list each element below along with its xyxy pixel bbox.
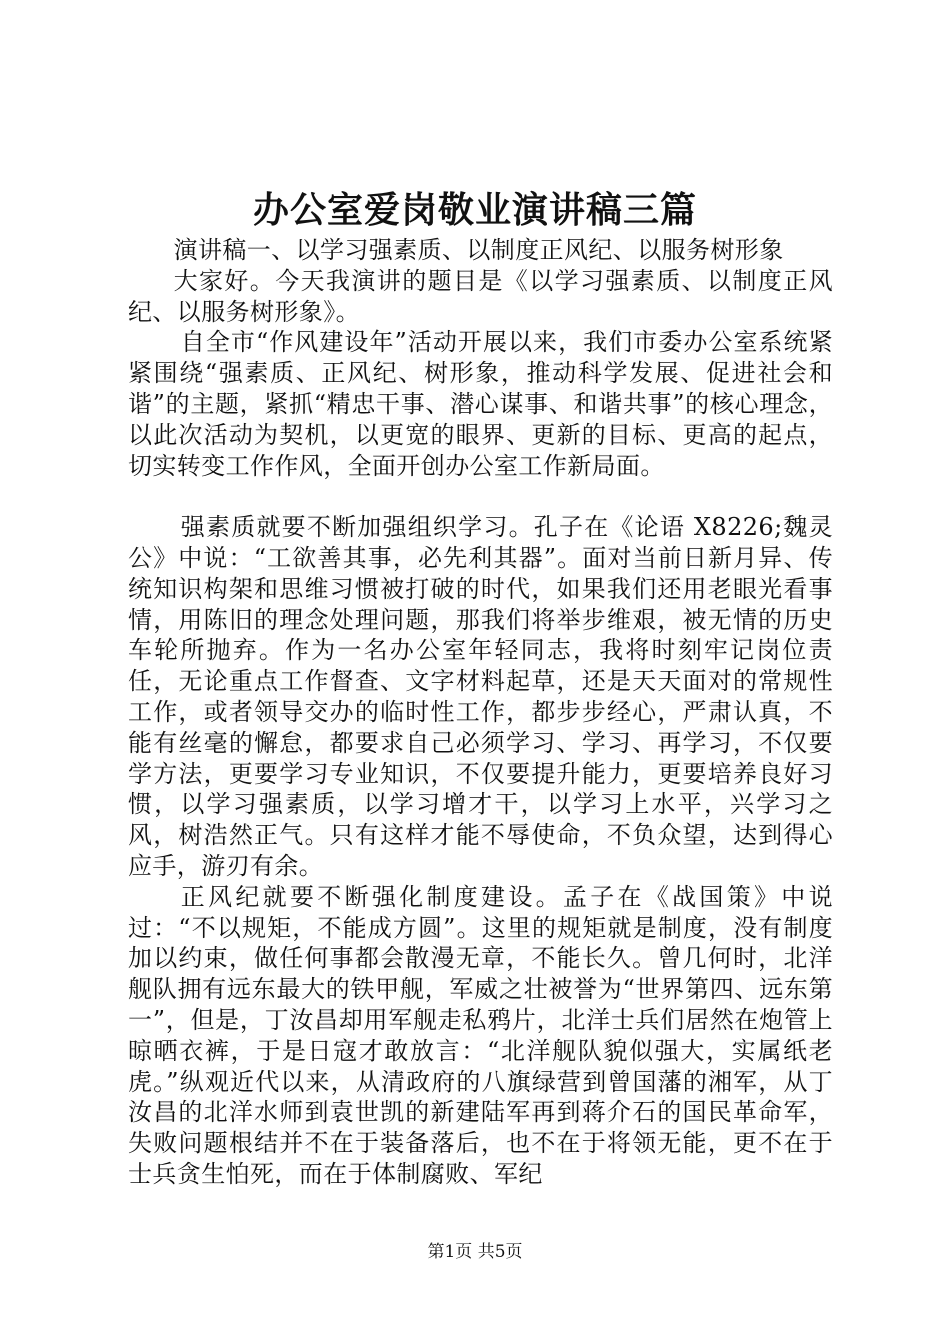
page-footer: 第1页 共5页 <box>427 1242 523 1262</box>
paragraph-study: 强素质就要不断加强组织学习。孔子在《论语 X8226;魏灵公》中说：“工欲善其事，必先利其器”。面对当前日新月异、传统知识构架和思维习惯被打破的时代，如果我们还用老眼光看事情，用陈旧的理念处理问题，那我们将举步维艰，被无情的历史车轮所抛弃。作为一名办公室年轻同志，我将时刻牢记岗位责任，无论重点工作督查、文字材料起草，还是天天面对的常规性工作，或者领导交办的临时性工作，都步步经心，严肃认真，不能有丝毫的懈怠，都要求自己必须学习、学习、再学习，不仅要学方法，更要学习专业知识，不仅要提升能力，更要培养良好习惯，以学习强素质，以学习增才干，以学习上水平，兴学习之风，树浩然正气。只有这样才能不辱使命，不负众望，达到得心应手，游刃有余。 <box>128 513 833 880</box>
document-body <box>128 235 833 1190</box>
document-title: 办公室爱岗敬业演讲稿三篇 <box>252 189 697 231</box>
section-heading: 演讲稿一、以学习强素质、以制度正风纪、以服务树形象 <box>173 236 784 264</box>
paragraph-greeting: 大家好。今天我演讲的题目是《以学习强素质、以制度正风纪、以服务树形象》。 <box>128 266 833 326</box>
paragraph-discipline: 正风纪就要不断强化制度建设。孟子在《战国策》中说过：“不以规矩，不能成方圆”。这里的规矩就是制度，没有制度加以约束，做任何事都会散漫无章，不能长久。曾几何时，北洋舰队拥有远东最大的铁甲舰，军威之壮被誉为“世界第四、远东第一”，但是，丁汝昌却用军舰走私鸦片，北洋士兵们居然在炮管上晾晒衣裤，于是日寇才敢放言：“北洋舰队貌似强大，实属纸老虎。”纵观近代以来，从清政府的八旗绿营到曾国藩的湘军，从丁汝昌的北洋水师到袁世凯的新建陆军再到蒋介石的国民革命军，失败问题根结并不在于装备落后，也不在于将领无能，更不在于士兵贪生怕死，而在于体制腐败、军纪 <box>128 882 833 1188</box>
paragraph-intro: 自全市“作风建设年”活动开展以来，我们市委办公室系统紧紧围绕“强素质、正风纪、树形象，推动科学发展、促进社会和谐”的主题，紧抓“精忠干事、潜心谋事、和谐共事”的核心理念，以此次活动为契机，以更宽的眼界、更新的目标、更高的起点，切实转变工作作风，全面开创办公室工作新局面。 <box>128 328 833 480</box>
